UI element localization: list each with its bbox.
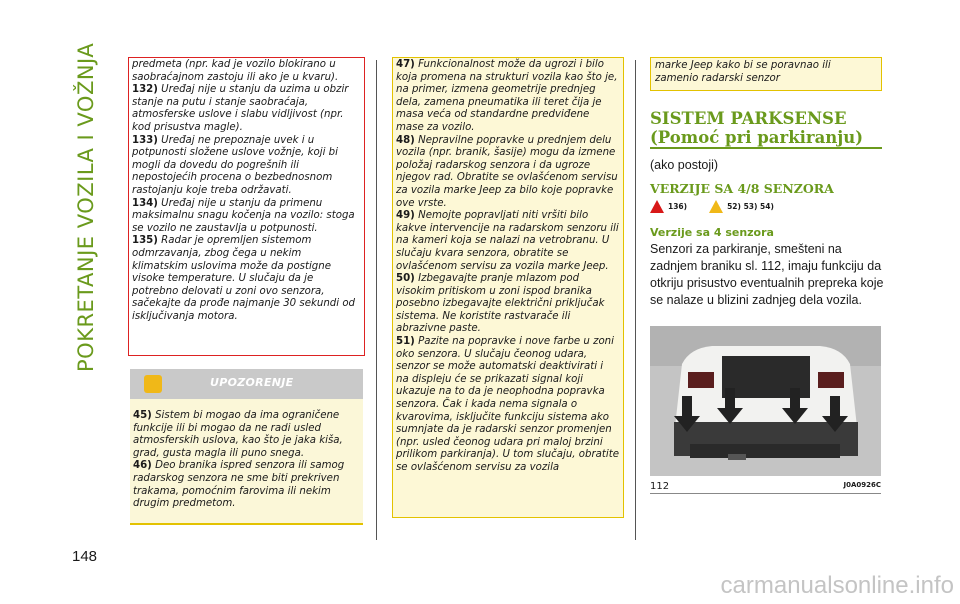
column-divider [376, 60, 377, 540]
watermark: carmanualsonline.info [720, 572, 954, 599]
body-text: Senzori za parkiranje, smešteni na zadnjem braniku sl. 112, imaju funkciju da otkriju prisustvo eventualnih prepreka koje se nalaze u blizini zadnjeg dela vozila. [650, 242, 884, 307]
note-number: 47) [396, 59, 415, 70]
figure-code: J0A0926C [843, 481, 881, 489]
reference-icons: 136) 52) 53) 54) [650, 200, 774, 213]
note-paragraph: 133) Uređaj ne prepoznaje uvek i u potpunosti složene uslove vožnje, koji bi mogli da dovedu do pogrešnih ili nepostojećih procena o bezbednosnom rastojanju koje treba održavati. [132, 134, 338, 196]
figure-rule [650, 493, 881, 494]
optional-note: (ako postoji) [650, 158, 719, 172]
note-number: 50) [396, 273, 415, 285]
page-number: 148 [72, 548, 98, 565]
subheading: VERZIJE SA 4/8 SENZORA [650, 181, 834, 196]
section-rule [650, 147, 882, 149]
notes-box-2 [392, 57, 624, 518]
notes-list [129, 58, 364, 323]
caution-triangle-icon [709, 200, 723, 213]
danger-triangle-icon [650, 200, 664, 213]
note-paragraph: 50) Izbegavajte pranje mlazom pod visokim pritiskom u zoni ispod branika posebno izbegavajte električni priključak sistema. Ne koristite rastvarače ili abrazivne paste. [396, 273, 605, 335]
side-chapter-title: POKRETANJE VOZILA I VOŽNJA [74, 42, 98, 372]
notes-box-1 [128, 57, 365, 356]
note-number: 134) [132, 197, 158, 209]
warning-list [130, 399, 363, 511]
notes-list [393, 58, 623, 475]
note-number: 132) [132, 84, 158, 96]
warning-paragraph: 45) Sistem bi mogao da ima ograničene funkcije ili bi mogao da ne radi usled atmosferskih uslova, kao što je jaka kiša, grad, gusta magla ili puno snega. [133, 410, 343, 459]
note-paragraph: predmeta (npr. kad je vozilo blokirano u saobraćajnom zastoju ili ako je u kvaru). [132, 59, 339, 83]
rear-bumper-photo [650, 326, 881, 476]
note-number: 48) [396, 134, 415, 146]
note-number: 46) [133, 460, 152, 472]
note-paragraph: 135) Radar je opremljen sistemom odmrzavanja, zbog čega u nekim klimatskim uslovima može da postigne visoke temperature. U slučaju da je potrebno delovati u zoni ovo senzora, sačekajte da prođe najmanje 30 sekundi od isključivanja motora. [132, 235, 356, 322]
note-number: 45) [133, 410, 152, 421]
note-paragraph: 51) Pazite na popravke i nove farbe u zoni oko senzora. U slučaju čeonog udara, senzor se može automatski deaktivirati i na displeju će se prikazati signal koji ukazuje na to da je neophodna popravka senzora. Čak i kada nema signala o kvarovima, isključite funkciju sistema ako sumnjate da je radarski senzor promenjen (npr. usled čeonog udara pri maloj brzini prilikom parkiranja). U tom slučaju, obratite se ovlašćenom servisu za vozila [396, 336, 619, 473]
note-number: 49) [396, 210, 415, 222]
section-title: SISTEM PARKSENSE (Pomoć pri parkiranju) [650, 109, 864, 147]
note-paragraph: 48) Nepravilne popravke u prednjem delu vozila (npr. branik, šasije) mogu da izmene položaj radarskog senzora i da ugroze njegov rad. Obratite se ovlašćenom servisu za vozila marke Jeep za bilo koje popravke ove vrste. [396, 134, 618, 209]
column-divider [635, 60, 636, 540]
note-number: 51) [396, 336, 415, 348]
sub-subheading: Verzije sa 4 senzora [650, 226, 774, 239]
figure-number: 112 [650, 481, 670, 492]
jeep-rear-illustration [650, 326, 881, 476]
note-number: 133) [132, 134, 158, 146]
note-paragraph: 47) Funkcionalnost može da ugrozi i bilo koja promena na strukturi vozila kao što je, na primer, izmena geometrije prednjeg dela, zamena pneumatika ili teret čija je masa veća od standardne predviđene mase za vozilo. [396, 59, 618, 133]
note-paragraph: 134) Uređaj nije u stanju da primenu maksimalnu snagu kočenja na vozilo: stoga se vozilo ne zaustavlja u potpunosti. [132, 197, 355, 234]
note-number: 135) [132, 235, 158, 247]
warning-body [130, 399, 363, 525]
warning-header [130, 369, 363, 399]
note-paragraph: 132) Uređaj nije u stanju da uzima u obzir stanje na putu i stanje saobraćaja, atmosferske uslove i slabu vidljivost (npr. kod prisustva magle). [132, 84, 349, 133]
figure-caption [650, 481, 881, 492]
warning-label: UPOZORENJE [210, 376, 294, 389]
continuation-box [650, 57, 882, 91]
continuation-text: marke Jeep kako bi se poravnao ili zamenio radarski senzor [655, 60, 831, 84]
warning-paragraph: 46) Deo branika ispred senzora ili samog radarskog senzora ne sme biti prekriven trakama, pomoćnim farovima ili nekim drugim predmetom. [133, 460, 345, 510]
skid-warning-icon [144, 375, 162, 393]
note-paragraph: 49) Nemojte popravljati niti vršiti bilo kakve intervencije na radarskom senzoru ili na kameri koja se nalazi na vetrobranu. U slučaju kvara senzora, obratite se ovlašćenom servisu za vozila marke Jeep. [396, 210, 619, 272]
